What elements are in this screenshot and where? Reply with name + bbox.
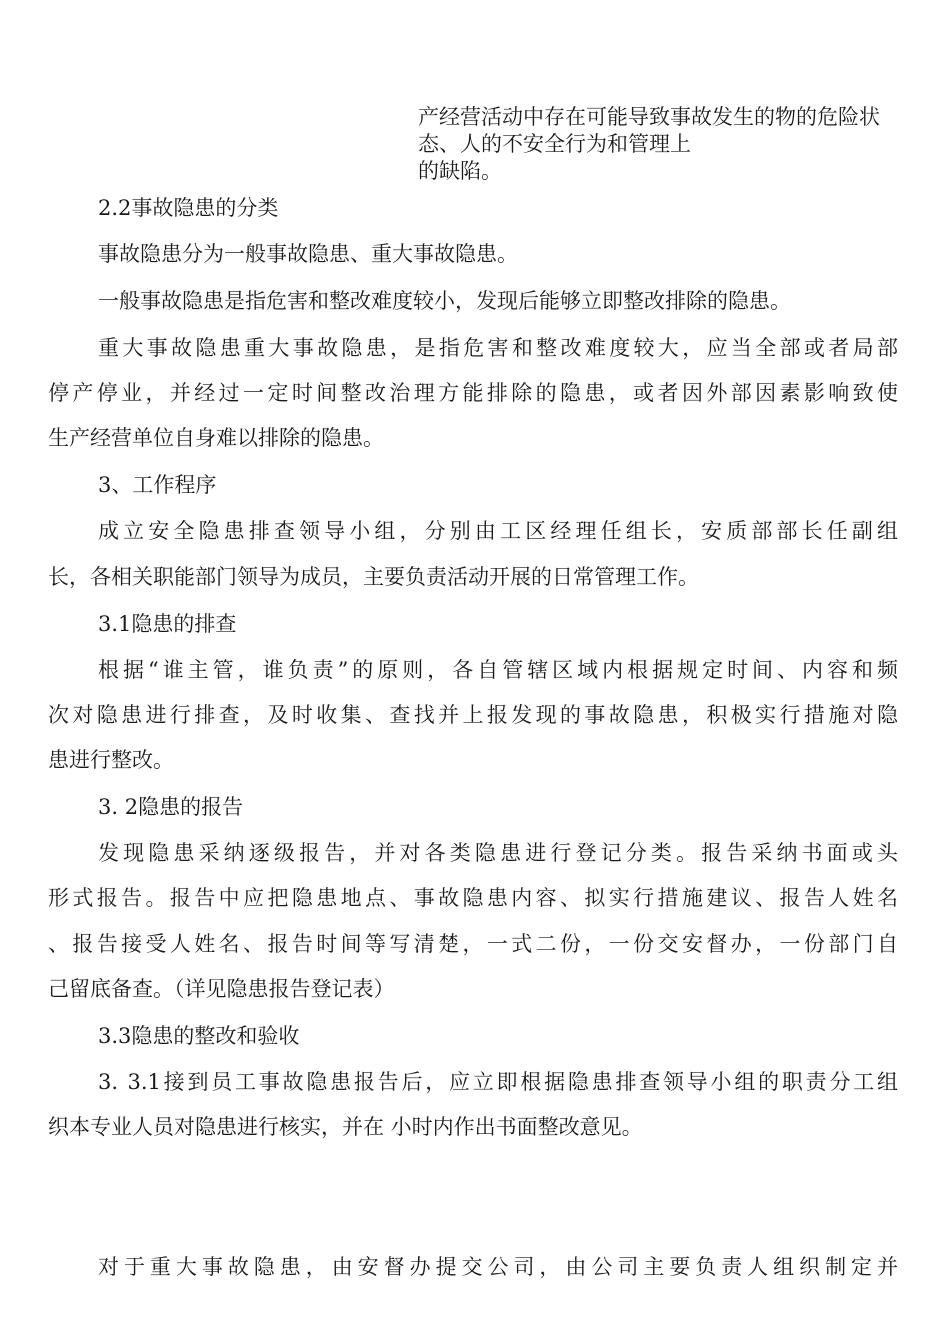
paragraph-line: 成立安全隐患排查领导小组，分别由工区经理任组长，安质部部长任副组 — [98, 519, 898, 543]
paragraph-line: 发现隐患采纳逐级报告，并对各类隐患进行登记分类。报告采纳书面或头 — [98, 841, 898, 865]
section-heading-2-2: 2.2事故隐患的分类 — [98, 196, 279, 220]
paragraph-line: 形式报告。报告中应把隐患地点、事故隐患内容、拟实行措施建议、报告人姓名 — [48, 886, 898, 910]
paragraph-line: 织本专业人员对隐患进行核实，并在 小时内作出书面整改意见。 — [48, 1115, 643, 1139]
paragraph-line: 患进行整改。 — [48, 748, 174, 772]
paragraph-line: 3. 3.1接到员工事故隐患报告后，应立即根据隐患排查领导小组的职责分工组 — [98, 1070, 898, 1094]
text-line: 的缺陷。 — [418, 159, 502, 183]
paragraph-line: 对于重大事故隐患，由安督办提交公司，由公司主要负责人组织制定并 — [98, 1255, 898, 1279]
paragraph-line: 重大事故隐患重大事故隐患，是指危害和整改难度较大，应当全部或者局部 — [98, 336, 898, 360]
paragraph-line: 生产经营单位自身难以排除的隐患。 — [48, 426, 384, 450]
continuation-paragraph — [418, 104, 898, 185]
paragraph-line: 次对隐患进行排查，及时收集、查找并上报发现的事故隐患，积极实行措施对隐 — [48, 703, 898, 727]
paragraph-line: 事故隐患分为一般事故隐患、重大事故隐患。 — [98, 242, 518, 266]
text-line: 态、人的不安全行为和管理上 — [418, 132, 691, 156]
paragraph-line: 停产停业，并经过一定时间整改治理方能排除的隐患，或者因外部因素影响致使 — [48, 381, 898, 405]
section-heading-3-1: 3.1隐患的排查 — [98, 612, 237, 636]
paragraph-line: 己留底备查。（详见隐患报告登记表） — [48, 977, 395, 1001]
section-heading-3: 3、工作程序 — [98, 473, 217, 497]
section-heading-3-2: 3. 2隐患的报告 — [98, 795, 244, 819]
section-heading-3-3: 3.3隐患的整改和验收 — [98, 1024, 300, 1048]
paragraph-line: 一般事故隐患是指危害和整改难度较小，发现后能够立即整改排除的隐患。 — [98, 289, 791, 313]
paragraph-line: 长，各相关职能部门领导为成员，主要负责活动开展的日常管理工作。 — [48, 565, 699, 589]
paragraph-line: 、报告接受人姓名、报告时间等写清楚，一式二份，一份交安督办，一份部门自 — [48, 932, 898, 956]
paragraph-line: 根据“谁主管，谁负责”的原则，各自管辖区域内根据规定时间、内容和频 — [98, 658, 898, 682]
text-line: 产经营活动中存在可能导致事故发生的物的危险状 — [418, 105, 880, 129]
